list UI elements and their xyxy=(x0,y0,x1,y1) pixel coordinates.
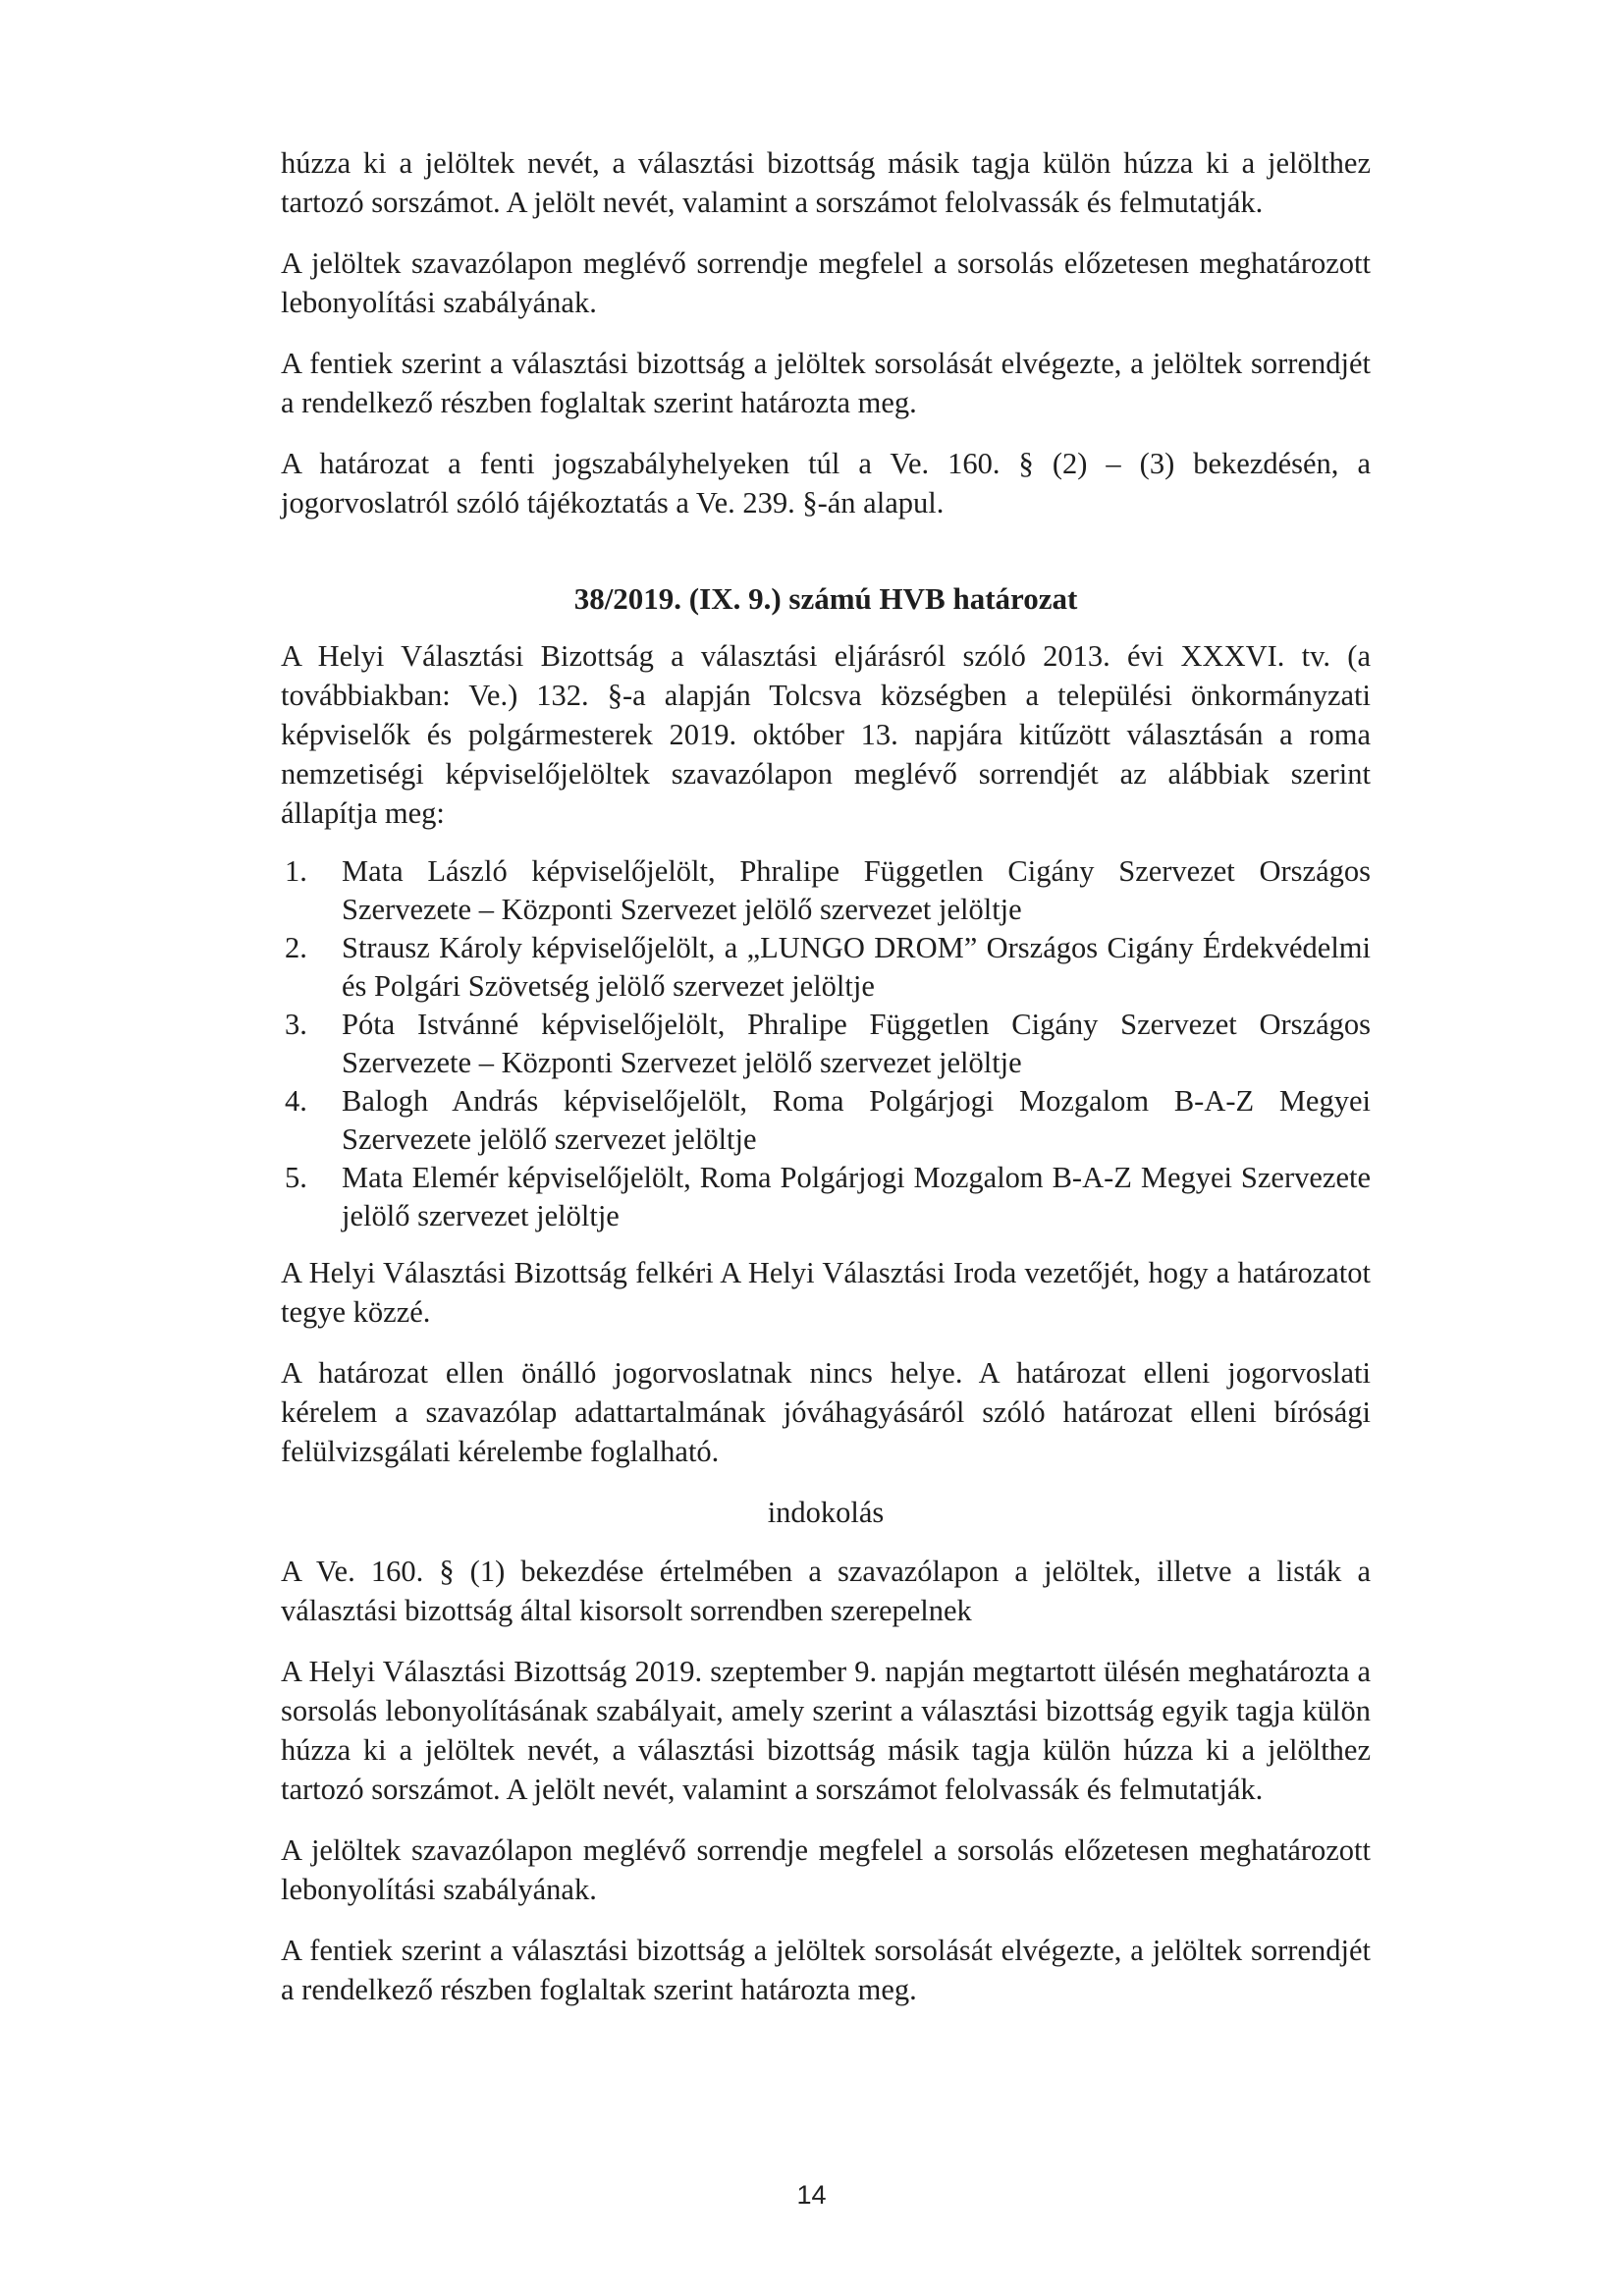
candidate-list xyxy=(281,852,1371,1235)
list-item xyxy=(281,1006,1371,1082)
paragraph-publication-request: A Helyi Választási Bizottság felkéri A Helyi Választási Iroda vezetőjét, hogy a határozatot tegye közzé. xyxy=(281,1256,1371,1329)
list-item-number: 4. xyxy=(285,1084,307,1118)
resolution-intro: A Helyi Választási Bizottság a választási eljárásról szóló 2013. évi XXXVI. tv. (a továbbiakban: Ve.) 132. §-a alapján Tolcsva községben a települési önkormányzati képviselők és polgármesterek 2019. október 13. napjára kitűzött választásán a roma nemzetiségi képviselőjelöltek szavazólapon meglévő sorrendjét az alábbiak szerint állapítja meg: xyxy=(281,639,1371,830)
paragraph-top-3: A fentiek szerint a választási bizottság a jelöltek sorsolását elvégezte, a jelöltek sorrendjét a rendelkező részben foglaltak szerint határozta meg. xyxy=(281,347,1371,419)
paragraph-reasoning-3: A jelöltek szavazólapon meglévő sorrendje megfelel a sorsolás előzetesen meghatározott lebonyolítási szabályának. xyxy=(281,1833,1371,1906)
list-item xyxy=(281,1159,1371,1235)
reasoning-heading: indokolás xyxy=(767,1496,885,1529)
list-item-text: Balogh András képviselőjelölt, Roma Polgárjogi Mozgalom B-A-Z Megyei Szervezete jelölő szervezet jelöltje xyxy=(342,1084,1371,1156)
paragraph-top-2: A jelöltek szavazólapon meglévő sorrendje megfelel a sorsolás előzetesen meghatározott lebonyolítási szabályának. xyxy=(281,246,1371,319)
list-item-number: 1. xyxy=(285,854,307,888)
list-item-text: Póta Istvánné képviselőjelölt, Phralipe Független Cigány Szervezet Országos Szervezete – Központi Szervezet jelölő szervezet jelöltje xyxy=(342,1008,1371,1079)
list-item-text: Strausz Károly képviselőjelölt, a „LUNGO DROM” Országos Cigány Érdekvédelmi és Polgári Szövetség jelölő szervezet jelöltje xyxy=(342,931,1371,1003)
paragraph-legal-remedy: A határozat ellen önálló jogorvoslatnak nincs helye. A határozat elleni jogorvoslati kérelem a szavazólap adattartalmának jóváhagyásáról szóló határozat elleni bírósági felülvizsgálati kérelembe foglalható. xyxy=(281,1356,1371,1468)
paragraph-top-1: húzza ki a jelöltek nevét, a választási bizottság másik tagja külön húzza ki a jelölthez tartozó sorszámot. A jelölt nevét, valamint a sorszámot felolvassák és felmutatják. xyxy=(281,146,1371,219)
paragraph-reasoning-1: A Ve. 160. § (1) bekezdése értelmében a szavazólapon a jelöltek, illetve a listák a választási bizottság által kisorsolt sorrendben szerepelnek xyxy=(281,1555,1371,1627)
list-item xyxy=(281,1082,1371,1159)
list-item-number: 2. xyxy=(285,931,307,964)
list-item xyxy=(281,852,1371,929)
resolution-title: 38/2019. (IX. 9.) számú HVB határozat xyxy=(573,581,1078,616)
list-item-text: Mata László képviselőjelölt, Phralipe Független Cigány Szervezet Országos Szervezete – Központi Szervezet jelölő szervezet jelöltje xyxy=(342,854,1371,926)
list-item-number: 5. xyxy=(285,1161,307,1194)
paragraph-top-4: A határozat a fenti jogszabályhelyeken túl a Ve. 160. § (2) – (3) bekezdésén, a jogorvoslatról szóló tájékoztatás a Ve. 239. §-án alapul. xyxy=(281,447,1371,519)
list-item-number: 3. xyxy=(285,1008,307,1041)
page-content xyxy=(281,143,1371,2031)
paragraph-reasoning-4: A fentiek szerint a választási bizottság a jelöltek sorsolását elvégezte, a jelöltek sorrendjét a rendelkező részben foglaltak szerint határozta meg. xyxy=(281,1934,1371,2006)
paragraph-reasoning-2: A Helyi Választási Bizottság 2019. szeptember 9. napján megtartott ülésén meghatározta a sorsolás lebonyolításának szabályait, amely szerint a választási bizottság egyik tagja külön húzza ki a jelöltek nevét, a választási bizottság másik tagja külön húzza ki a jelölthez tartozó sorszámot. A jelölt nevét, valamint a sorszámot felolvassák és felmutatják. xyxy=(281,1655,1371,1806)
list-item-text: Mata Elemér képviselőjelölt, Roma Polgárjogi Mozgalom B-A-Z Megyei Szervezete jelölő szervezet jelöltje xyxy=(342,1161,1371,1232)
list-item xyxy=(281,929,1371,1006)
page-number: 14 xyxy=(796,2180,827,2210)
